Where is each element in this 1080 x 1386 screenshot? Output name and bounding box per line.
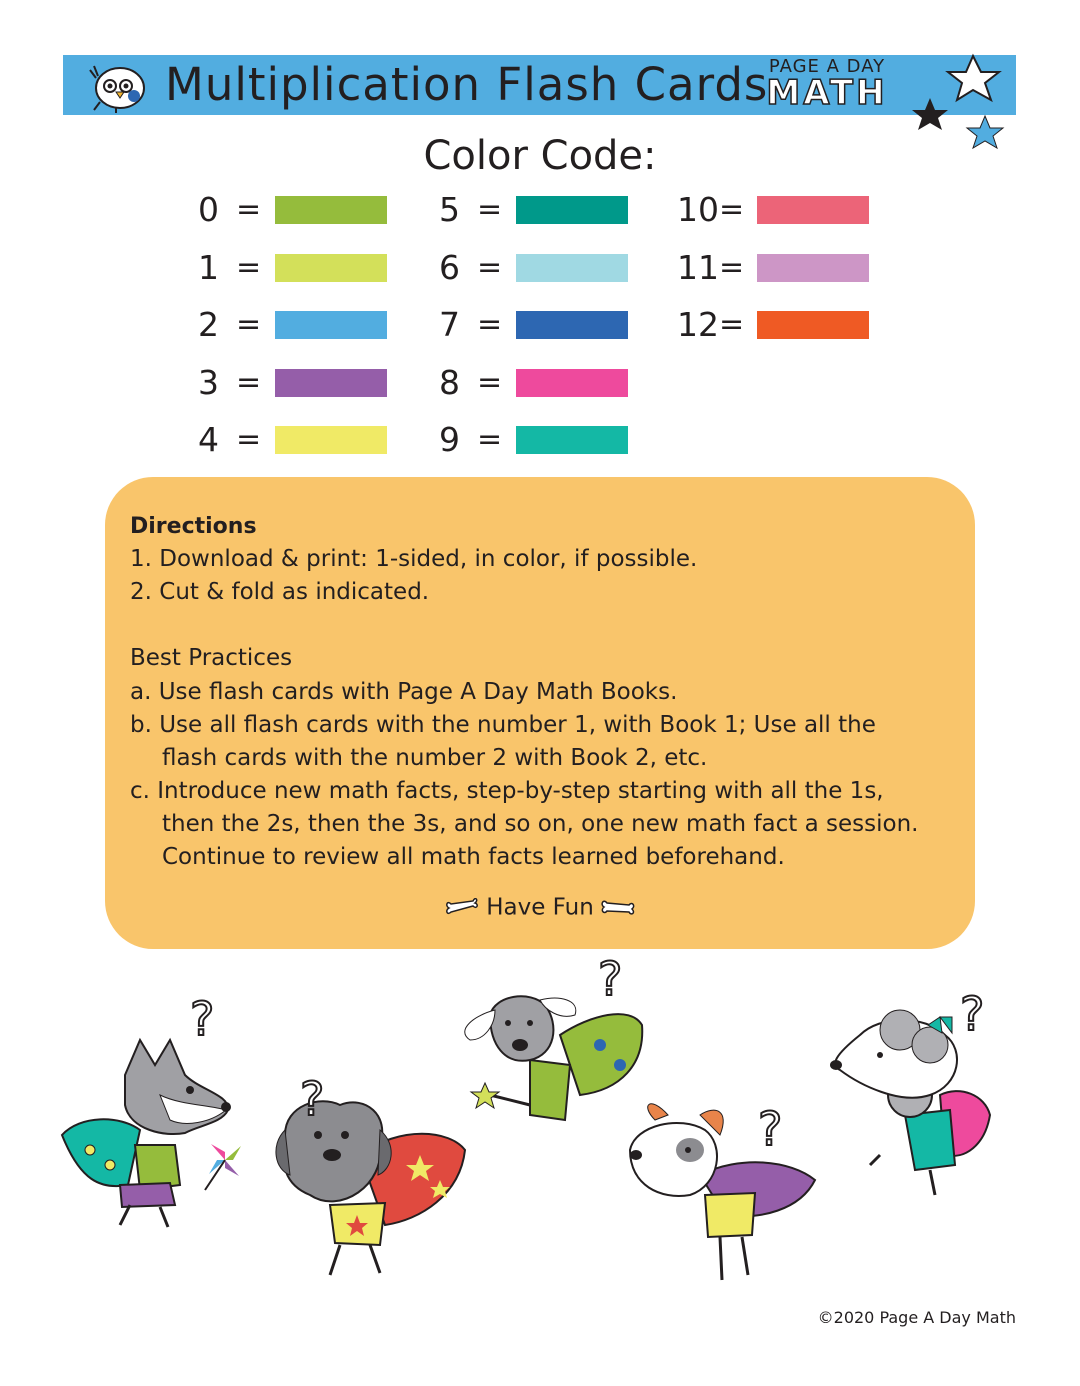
color-swatch <box>516 311 628 339</box>
practice-item-continued: then the 2s, then the 3s, and so on, one new math fact a session. <box>162 811 919 837</box>
color-swatch <box>275 311 387 339</box>
practice-item-continued: Continue to review all math facts learned beforehand. <box>162 844 785 870</box>
color-swatch <box>757 254 869 282</box>
code-number: 7 <box>439 305 460 344</box>
best-practices-heading: Best Practices <box>130 645 293 671</box>
copyright-text: ©2020 Page A Day Math <box>817 1308 1016 1327</box>
practice-item: b. Use all flash cards with the number 1, with Book 1; Use all the <box>130 712 876 738</box>
direction-step: 2. Cut & fold as indicated. <box>130 579 430 605</box>
code-number: 12 <box>677 305 719 344</box>
svg-text:?: ? <box>190 992 215 1046</box>
have-fun-line <box>0 890 1080 925</box>
brand-main-text: MATH <box>766 73 888 113</box>
code-number: 9 <box>439 420 460 459</box>
brand-top-text: PAGE A DAY <box>768 56 886 77</box>
equals-sign: = <box>719 192 745 227</box>
equals-sign: = <box>477 192 503 227</box>
brand-logo <box>757 56 897 113</box>
color-swatch <box>516 254 628 282</box>
equals-sign: = <box>477 364 503 400</box>
wand-dog-icon <box>465 955 642 1120</box>
color-swatch <box>757 196 869 224</box>
color-swatch <box>275 196 387 224</box>
directions-heading: Directions <box>130 514 257 539</box>
equals-sign: = <box>477 422 503 457</box>
husky-dog-icon <box>62 992 241 1227</box>
svg-text:?: ? <box>960 987 985 1041</box>
code-number: 3 <box>198 362 219 402</box>
svg-text:?: ? <box>300 1072 325 1126</box>
equals-sign: = <box>236 307 262 342</box>
color-swatch <box>275 369 387 397</box>
color-swatch <box>757 311 869 339</box>
equals-sign: = <box>719 249 745 285</box>
practice-item: c. Introduce new math facts, step-by-step starting with all the 1s, <box>130 778 884 804</box>
code-number: 11 <box>677 247 719 287</box>
color-swatch <box>275 426 387 454</box>
equals-sign: = <box>236 249 262 285</box>
equals-sign: = <box>236 192 262 227</box>
code-number: 6 <box>439 247 460 287</box>
color-swatch <box>516 196 628 224</box>
color-swatch <box>516 369 628 397</box>
code-number: 5 <box>439 190 460 229</box>
equals-sign: = <box>236 422 262 457</box>
poodle-dog-icon <box>830 987 990 1195</box>
code-number: 4 <box>198 420 219 459</box>
code-number: 0 <box>198 190 219 229</box>
color-code-title: Color Code: <box>423 133 657 179</box>
color-swatch <box>516 426 628 454</box>
code-number: 1 <box>198 247 219 287</box>
scruffy-dog-icon <box>276 1072 465 1275</box>
equals-sign: = <box>477 249 503 285</box>
bone-icon <box>601 898 635 918</box>
color-swatch <box>275 254 387 282</box>
have-fun-text: Have Fun <box>486 894 594 921</box>
bone-icon <box>445 898 479 918</box>
practice-item-continued: flash cards with the number 2 with Book 2, etc. <box>162 745 708 771</box>
practice-item: a. Use flash cards with Page A Day Math Books. <box>130 679 678 705</box>
svg-text:?: ? <box>758 1102 783 1156</box>
equals-sign: = <box>236 364 262 400</box>
svg-text:?: ? <box>598 955 623 1006</box>
code-number: 2 <box>198 305 219 344</box>
equals-sign: = <box>719 307 745 342</box>
bird-logo-icon <box>86 58 152 114</box>
terrier-dog-icon <box>630 1102 815 1280</box>
superhero-dogs-illustration <box>0 955 1080 1300</box>
equals-sign: = <box>477 307 503 342</box>
page-title: Multiplication Flash Cards <box>165 58 769 111</box>
code-number: 8 <box>439 362 460 402</box>
direction-step: 1. Download & print: 1-sided, in color, if possible. <box>130 546 698 572</box>
code-number: 10 <box>677 190 719 229</box>
